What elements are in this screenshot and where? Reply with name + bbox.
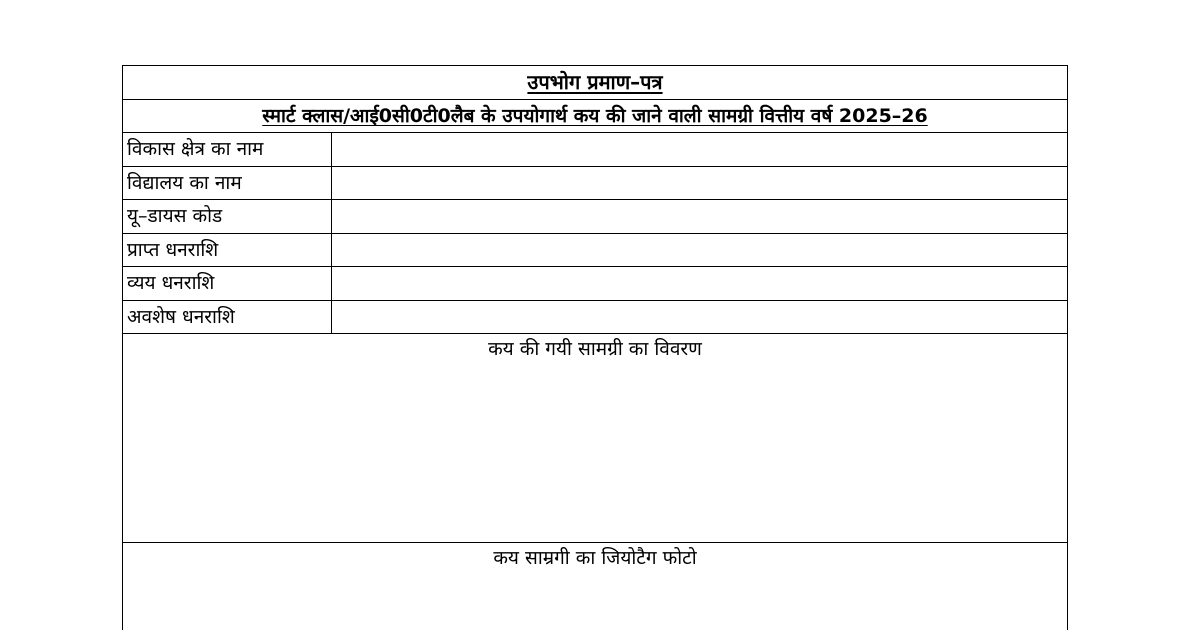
document-subtitle: स्मार्ट क्लास/आई0सी0टी0लैब के उपयोगार्थ कय की जाने वाली सामग्री वित्तीय वर्ष 2025–26: [262, 105, 928, 127]
field-row-udise-code: [123, 200, 1067, 234]
purchased-items-heading: कय की गयी सामग्री का विवरण: [488, 338, 702, 360]
field-value-udise-code[interactable]: [332, 200, 1067, 233]
field-value-amount-spent[interactable]: [332, 267, 1067, 300]
utilization-certificate-form: [122, 65, 1068, 630]
geotag-photo-heading: कय साम्रगी का जियोटैग फोटो: [493, 547, 697, 569]
field-value-school-name[interactable]: [332, 167, 1067, 200]
field-row-amount-spent: [123, 267, 1067, 301]
field-value-balance-amount[interactable]: [332, 301, 1067, 334]
field-label-amount-spent: व्यय धनराशि: [123, 267, 332, 300]
field-label-school-name: विद्यालय का नाम: [123, 167, 332, 200]
field-value-amount-received[interactable]: [332, 234, 1067, 267]
purchased-items-section: [123, 334, 1067, 543]
field-label-balance-amount: अवशेष धनराशि: [123, 301, 332, 334]
subtitle-row: [123, 100, 1067, 133]
field-label-block-name: विकास क्षेत्र का नाम: [123, 133, 332, 166]
field-label-amount-received: प्राप्त धनराशि: [123, 234, 332, 267]
geotag-photo-section: [123, 543, 1067, 630]
field-value-block-name[interactable]: [332, 133, 1067, 166]
field-label-udise-code: यू–डायस कोड: [123, 200, 332, 233]
field-row-school-name: [123, 167, 1067, 201]
field-row-amount-received: [123, 234, 1067, 268]
document-title: उपभोग प्रमाण–पत्र: [527, 70, 663, 94]
field-row-balance-amount: [123, 301, 1067, 335]
field-row-block-name: [123, 133, 1067, 167]
title-row: [123, 66, 1067, 100]
